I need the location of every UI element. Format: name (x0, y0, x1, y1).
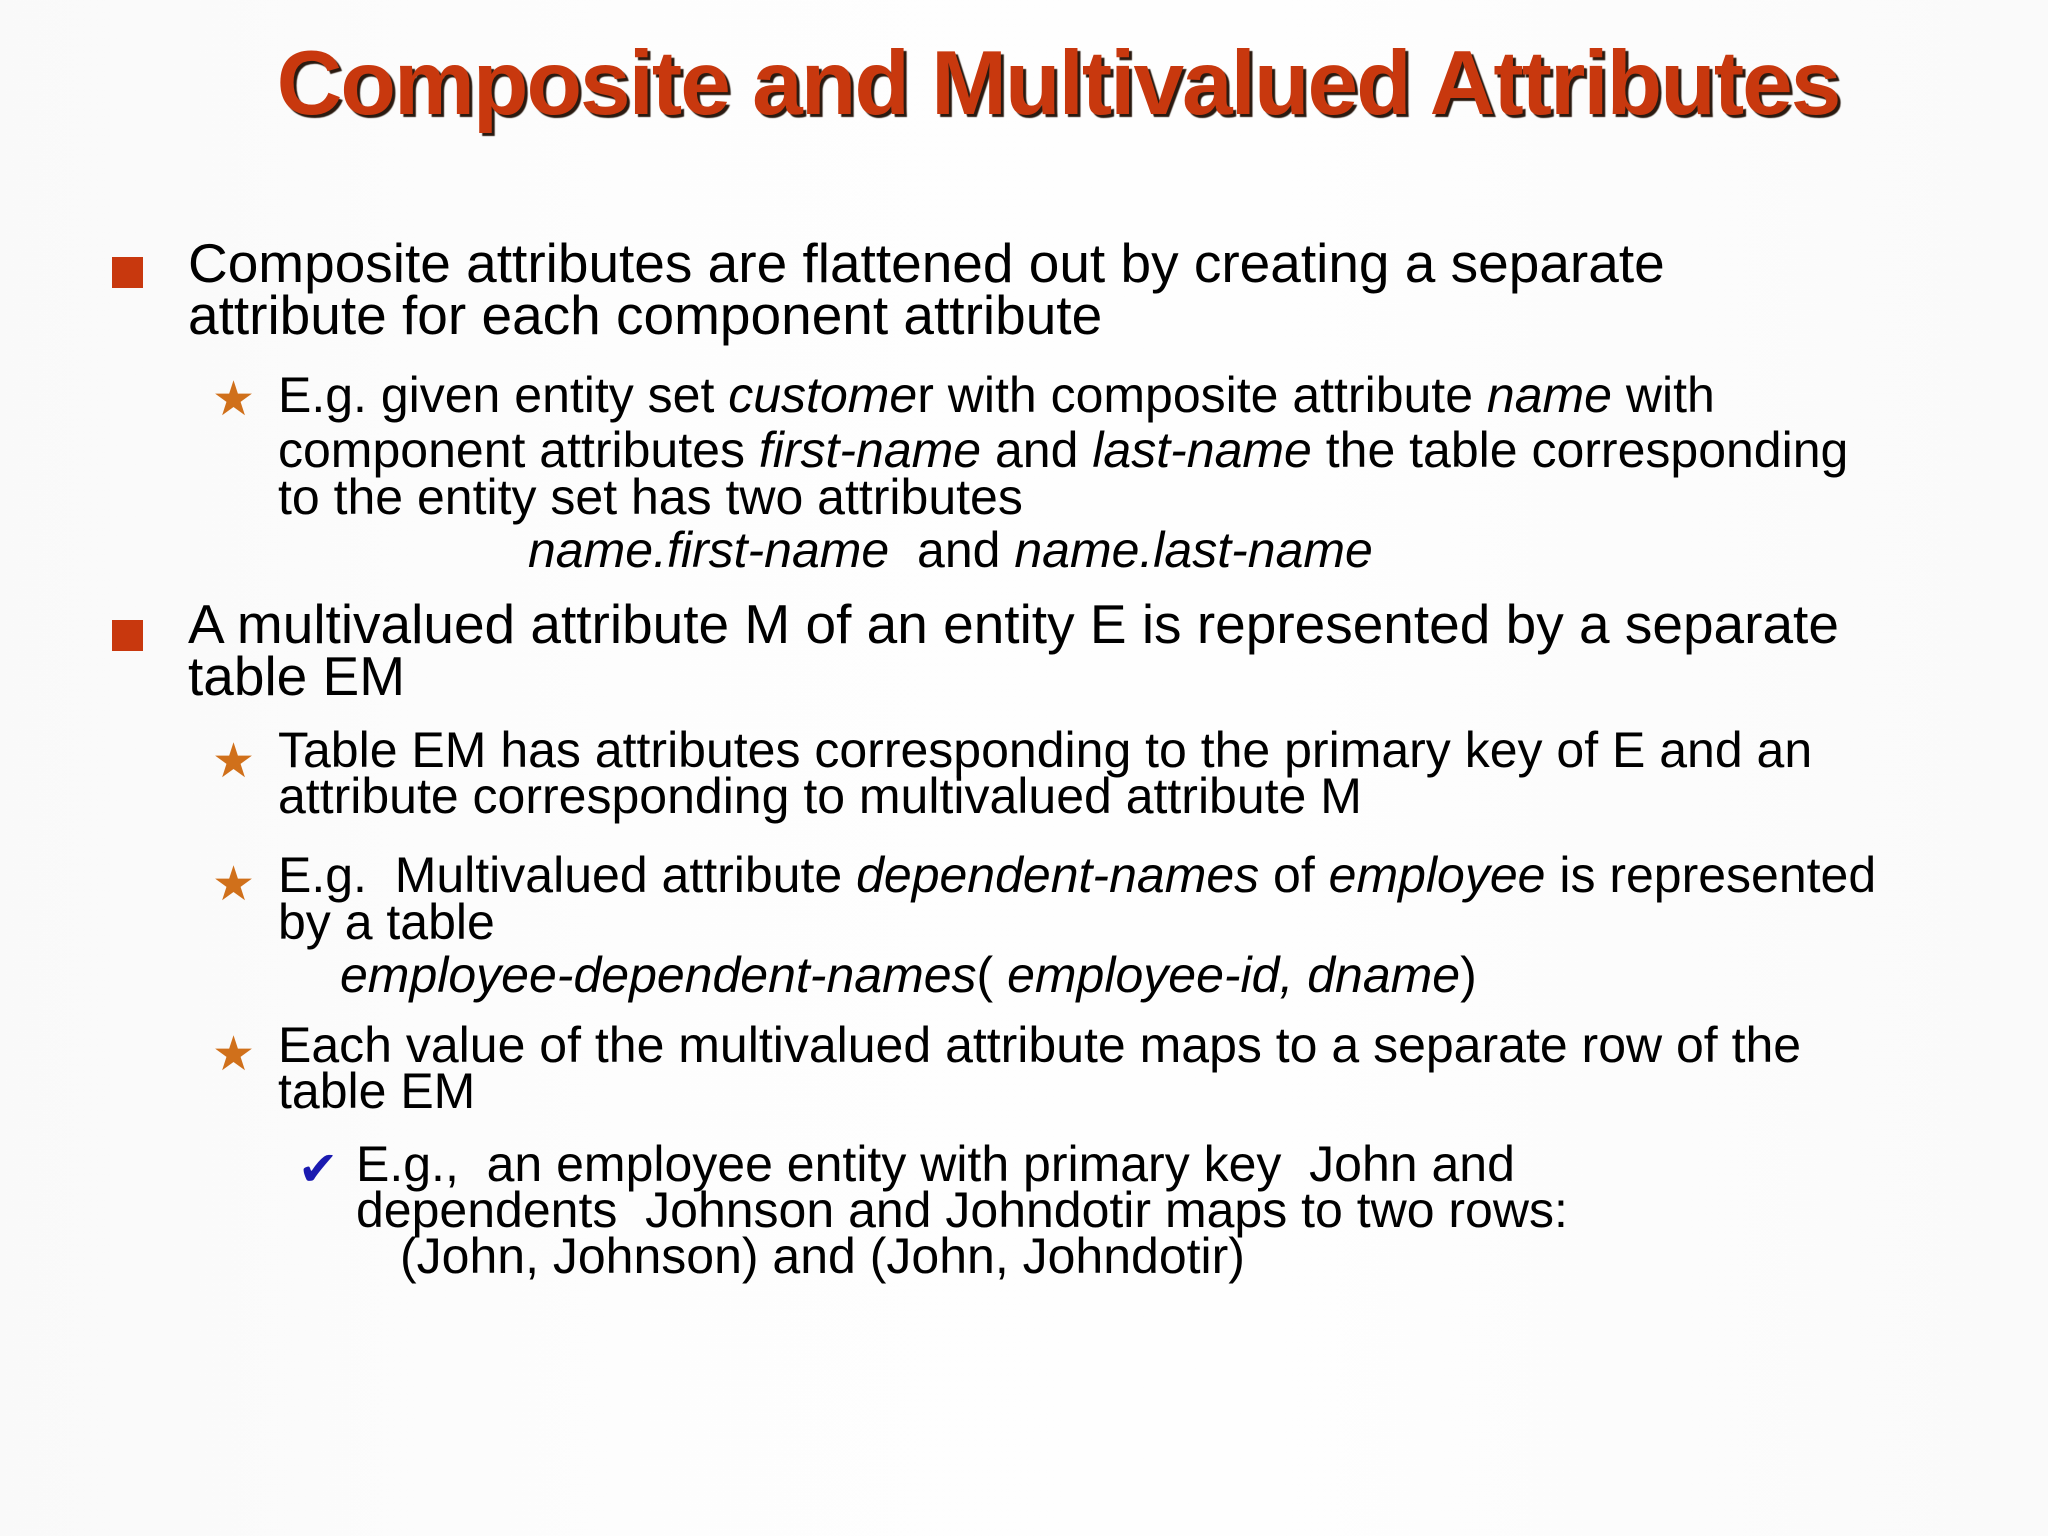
sub-bullet-1-1-line-4: name.first-name and name.last-name (528, 522, 1373, 578)
bullet-2-line-1: A multivalued attribute M of an entity E is represented by a separate (188, 593, 1839, 655)
star-bullet-icon: ★ (212, 856, 256, 912)
star-bullet-icon: ★ (212, 371, 256, 427)
sub-bullet-2-2-line-1: E.g. Multivalued attribute dependent-names of employee is represented (278, 847, 1877, 903)
sub-bullet-2-1-line-1: Table EM has attributes corresponding to the primary key of E and an (278, 722, 1813, 778)
bullet-2-line-2: table EM (188, 645, 406, 707)
sub-bullet-2-3-line-2: table EM (278, 1063, 476, 1119)
square-bullet-icon (112, 620, 143, 651)
bullet-1-line-2: attribute for each component attribute (188, 284, 1103, 346)
sub-bullet-1-1-line-3: to the entity set has two attributes (278, 469, 1023, 525)
sub-bullet-2-1-line-2: attribute corresponding to multivalued attribute M (278, 768, 1362, 824)
bullet-1-line-1: Composite attributes are flattened out by creating a separate (188, 232, 1665, 294)
square-bullet-icon (112, 257, 143, 288)
sub-bullet-2-2-line-3: employee-dependent-names( employee-id, dname) (340, 947, 1477, 1003)
star-bullet-icon: ★ (212, 1026, 256, 1082)
star-bullet-icon: ★ (212, 733, 256, 789)
sub-bullet-1-1-line-2: component attributes first-name and last-name the table corresponding (278, 422, 1849, 478)
sub-bullet-2-3-line-1: Each value of the multivalued attribute maps to a separate row of the (278, 1017, 1802, 1073)
sub-sub-bullet-line-3: (John, Johnson) and (John, Johndotir) (400, 1228, 1245, 1284)
sub-bullet-1-1-line-1: E.g. given entity set customer with composite attribute name with (278, 367, 1715, 423)
sub-sub-bullet-line-2: dependents Johnson and Johndotir maps to two rows: (356, 1182, 1568, 1238)
sub-bullet-2-2-line-2: by a table (278, 894, 495, 950)
check-bullet-icon: ✔ (298, 1141, 339, 1197)
sub-sub-bullet-line-1: E.g., an employee entity with primary key John and (356, 1136, 1515, 1192)
slide-title: Composite and Multivalued Attributes (276, 33, 1840, 134)
